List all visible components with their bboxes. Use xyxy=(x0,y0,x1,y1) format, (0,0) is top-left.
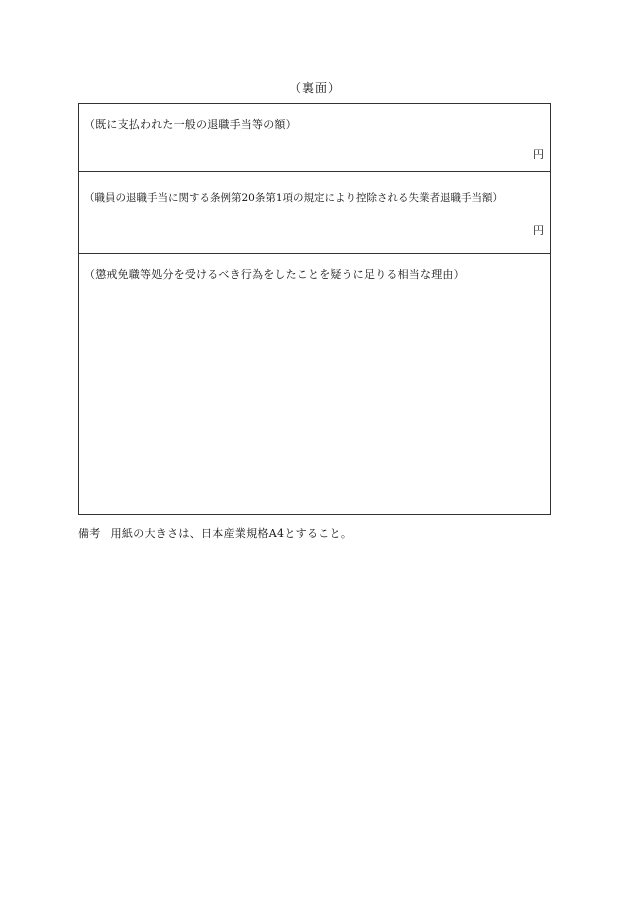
paid-allowance-label: （既に支払われた一般の退職手当等の額） xyxy=(84,118,297,131)
form-table xyxy=(78,103,551,515)
deducted-allowance-section xyxy=(79,172,550,254)
paid-allowance-unit: 円 xyxy=(533,148,544,161)
page-title: （裏面） xyxy=(288,81,341,95)
deducted-allowance-label: （職員の退職手当に関する条例第20条第1項の規定により控除される失業者退職手当額） xyxy=(84,192,504,204)
paid-allowance-section xyxy=(79,104,550,172)
remarks-heading: 備考 xyxy=(78,527,101,540)
remarks-text: 用紙の大きさは、日本産業規格A4とすること。 xyxy=(110,527,353,540)
deducted-allowance-unit: 円 xyxy=(533,224,544,237)
reason-section xyxy=(79,254,550,514)
remarks-note xyxy=(78,525,352,541)
reason-label: （懲戒免職等処分を受けるべき行為をしたことを疑うに足りる相当な理由） xyxy=(84,268,465,281)
